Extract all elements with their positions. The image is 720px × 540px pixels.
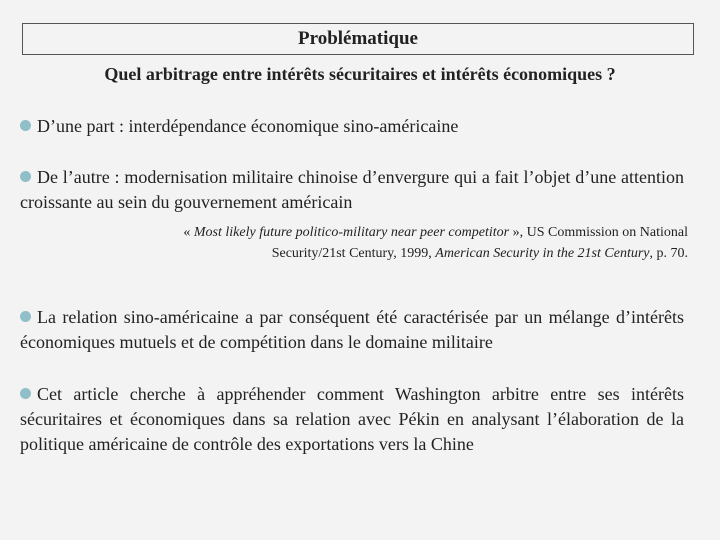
bullet-item-4 xyxy=(20,382,684,457)
bullet-dot-icon xyxy=(20,311,31,322)
bullet-dot-icon xyxy=(20,120,31,131)
citation-quote xyxy=(120,222,688,264)
bullet-item-2 xyxy=(20,165,684,215)
bullet-item-1 xyxy=(20,114,684,139)
quote-source: », US Commission on National Security/21st Century, 1999, xyxy=(271,225,688,261)
quote-open: « xyxy=(183,225,194,240)
bullet-dot-icon xyxy=(20,171,31,182)
research-question: Quel arbitrage entre intérêts sécuritaires et intérêts économiques ? xyxy=(104,64,616,84)
bullet-dot-icon xyxy=(20,388,31,399)
title-box xyxy=(22,23,694,55)
page-title: Problématique xyxy=(298,28,418,49)
quote-page: , p. 70. xyxy=(649,246,688,261)
bullet-text: La relation sino-américaine a par conséquent été caractérisée par un mélange d’intérêts économiques mutuels et de compétition dans le domaine militaire xyxy=(20,307,684,352)
quote-italic-report: American Security in the 21st Century xyxy=(435,246,650,261)
bullet-text: Cet article cherche à appréhender comment Washington arbitre entre ses intérêts sécuritaires et économiques dans sa relation avec Pékin en analysant l’élaboration de la politique américaine de contrôle des exportations vers la Chine xyxy=(20,384,684,454)
bullet-item-3 xyxy=(20,305,684,355)
quote-italic-title: Most likely future politico-military near peer competitor xyxy=(193,225,510,240)
bullet-text: D’une part : interdépendance économique sino-américaine xyxy=(37,116,459,136)
bullet-text: De l’autre : modernisation militaire chinoise d’envergure qui a fait l’objet d’une attention croissante au sein du gouvernement américain xyxy=(20,167,684,212)
